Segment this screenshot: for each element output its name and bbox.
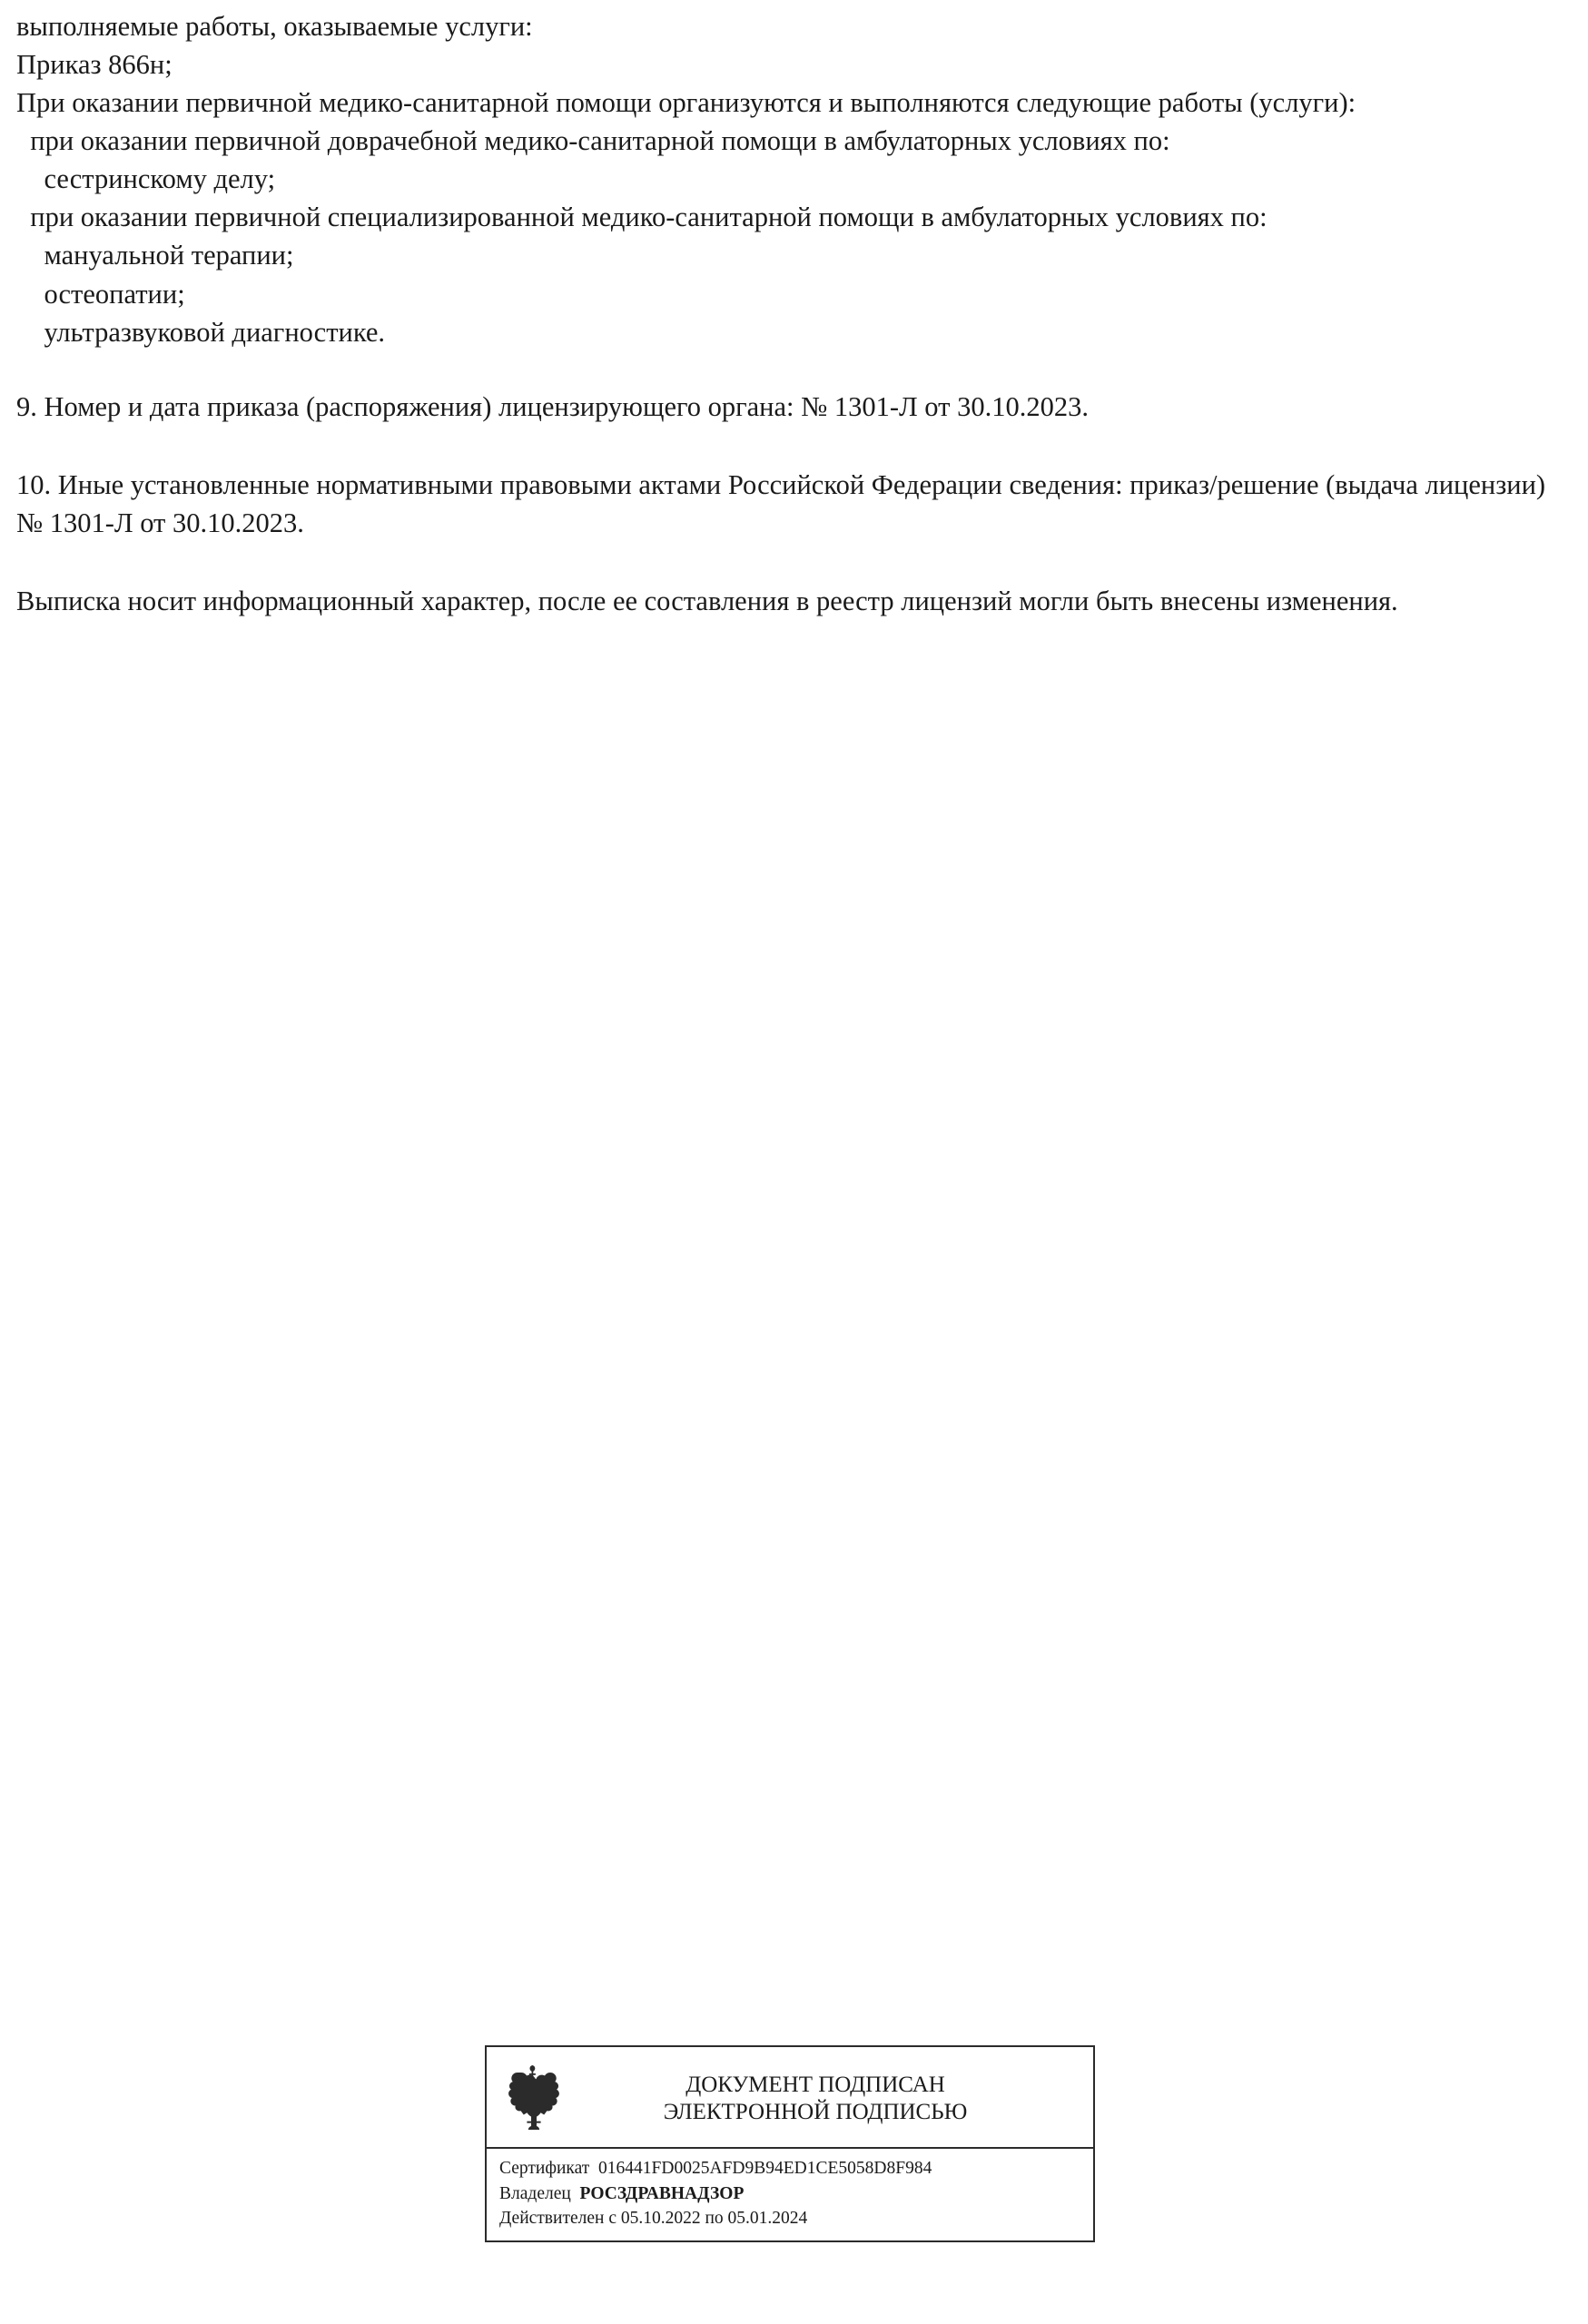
paragraph-works-services: выполняемые работы, оказываемые услуги: [16, 11, 533, 42]
stamp-owner-value: РОСЗДРАВНАДЗОР [579, 2183, 745, 2203]
paragraph-manual-therapy: мануальной терапии; [16, 240, 294, 271]
document-body [16, 7, 1560, 620]
electronic-signature-stamp [485, 2045, 1095, 2242]
stamp-details [487, 2149, 1093, 2240]
paragraph-ultrasound-diagnostics: ультразвуковой диагностике. [16, 316, 386, 348]
stamp-certificate-row [499, 2156, 1082, 2181]
paragraph-prehospital-care: при оказании первичной доврачебной медико-санитарной помощи в амбулаторных условиях по: [16, 125, 1170, 157]
stamp-validity-row: Действителен с 05.10.2022 по 05.01.2024 [499, 2209, 808, 2229]
stamp-owner-row [499, 2181, 1082, 2207]
paragraph-osteopathy: остеопатии; [16, 278, 185, 310]
spacer [16, 542, 1560, 582]
paragraph-informational-notice: Выписка носит информационный характер, после ее составления в реестр лицензий могли быть внесены изменения. [16, 585, 1398, 616]
stamp-title-line-1: ДОКУМЕНТ ПОДПИСАН [686, 2072, 945, 2097]
stamp-title [574, 2072, 1084, 2127]
stamp-certificate-label: Сертификат [499, 2159, 590, 2178]
paragraph-item-10-other-info: 10. Иные установленные нормативными правовыми актами Российской Федерации сведения: приказ/решение (выдача лицензии) № 1301-Л от 30.10.2023. [16, 468, 1553, 538]
paragraph-specialized-care: при оказании первичной специализированной медико-санитарной помощи в амбулаторных условиях по: [16, 202, 1267, 233]
paragraph-nursing: сестринскому делу; [16, 163, 276, 195]
stamp-owner-label: Владелец [499, 2183, 571, 2203]
stamp-title-line-2: ЭЛЕКТРОННОЙ ПОДПИСЬЮ [663, 2100, 968, 2124]
spacer [16, 351, 1560, 388]
spacer [16, 426, 1560, 466]
paragraph-order-866n: Приказ 866н; [16, 49, 173, 81]
stamp-certificate-value: 016441FD0025AFD9B94ED1CE5058D8F984 [598, 2159, 932, 2178]
double-headed-eagle-icon [499, 2060, 567, 2138]
stamp-header [487, 2047, 1093, 2147]
paragraph-primary-care-intro: При оказании первичной медико-санитарной помощи организуются и выполняются следующие работы (услуги): [16, 87, 1356, 119]
paragraph-item-9-order-number-date: 9. Номер и дата приказа (распоряжения) лицензирующего органа: № 1301-Л от 30.10.2023. [16, 390, 1089, 422]
